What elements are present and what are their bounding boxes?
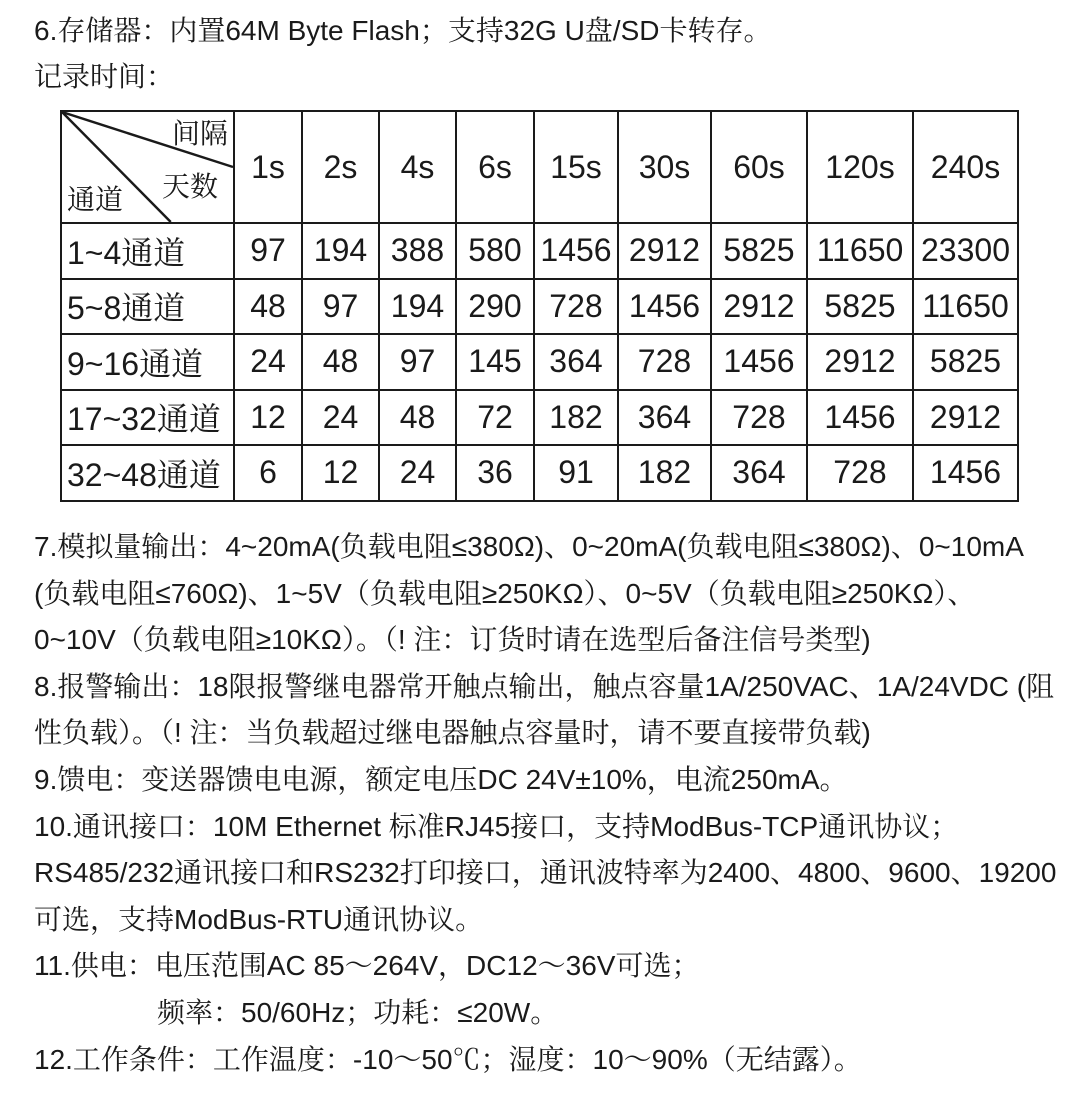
table-row bbox=[61, 223, 1018, 279]
spec-line-11: 频率：50/60Hz；功耗：≤20W。 bbox=[157, 996, 559, 1028]
days-value-cell: 12 bbox=[234, 390, 302, 446]
days-value-cell: 388 bbox=[379, 223, 456, 279]
days-value-cell: 364 bbox=[711, 445, 807, 501]
days-value-cell: 2912 bbox=[913, 390, 1018, 446]
interval-column-header-6s: 6s bbox=[456, 111, 534, 223]
record-time-table bbox=[60, 110, 1019, 502]
channel-row-header: 5~8通道 bbox=[61, 279, 234, 335]
interval-column-header-30s: 30s bbox=[618, 111, 711, 223]
days-value-cell: 580 bbox=[456, 223, 534, 279]
interval-column-header-2s: 2s bbox=[302, 111, 379, 223]
spec-line-5: 性负载）。（! 注：当负载超过继电器触点容量时，请不要直接带负载) bbox=[34, 717, 871, 749]
days-value-cell: 145 bbox=[456, 334, 534, 390]
channel-row-header: 17~32通道 bbox=[61, 390, 234, 446]
storage-spec-line: 6.存储器：内置64M Byte Flash；支持32G U盘/SD卡转存。 bbox=[34, 15, 772, 46]
spec-line-6: 9.馈电：变送器馈电电源，额定电压DC 24V±10%，电流250mA。 bbox=[34, 763, 848, 795]
days-value-cell: 24 bbox=[379, 445, 456, 501]
days-value-cell: 182 bbox=[534, 390, 618, 446]
spec-line-8: RS485/232通讯接口和RS232打印接口，通讯波特率为2400、4800、9600、19200 bbox=[34, 857, 1057, 889]
days-value-cell: 5825 bbox=[913, 334, 1018, 390]
days-value-cell: 97 bbox=[379, 334, 456, 390]
record-table-body bbox=[61, 223, 1018, 501]
days-value-cell: 1456 bbox=[807, 390, 913, 446]
days-value-cell: 2912 bbox=[807, 334, 913, 390]
table-row bbox=[61, 445, 1018, 501]
spec-line-4: 8.报警输出：18限报警继电器常开触点输出，触点容量1A/250VAC、1A/24VDC (阻 bbox=[34, 670, 1055, 702]
table-row bbox=[61, 279, 1018, 335]
spec-line-1: 7.模拟量输出：4~20mA(负载电阻≤380Ω)、0~20mA(负载电阻≤380Ω)、0~10mA bbox=[34, 531, 1024, 562]
days-value-cell: 290 bbox=[456, 279, 534, 335]
days-value-cell: 1456 bbox=[534, 223, 618, 279]
days-value-cell: 48 bbox=[379, 390, 456, 446]
table-row bbox=[61, 390, 1018, 446]
days-value-cell: 728 bbox=[711, 390, 807, 446]
interval-column-header-1s: 1s bbox=[234, 111, 302, 223]
corner-label-days: 天数 bbox=[162, 171, 219, 202]
channel-row-header: 1~4通道 bbox=[61, 223, 234, 279]
corner-label-interval: 间隔 bbox=[171, 118, 228, 149]
days-value-cell: 1456 bbox=[711, 334, 807, 390]
days-value-cell: 364 bbox=[534, 334, 618, 390]
days-value-cell: 11650 bbox=[913, 279, 1018, 335]
days-value-cell: 23300 bbox=[913, 223, 1018, 279]
corner-label-channel: 通道 bbox=[67, 184, 124, 215]
corner-header-cell bbox=[61, 111, 234, 223]
spec-line-2: (负载电阻≤760Ω)、1~5V（负载电阻≥250KΩ）、0~5V（负载电阻≥250KΩ）、 bbox=[34, 577, 976, 609]
channel-row-header: 9~16通道 bbox=[61, 334, 234, 390]
days-value-cell: 364 bbox=[618, 390, 711, 446]
record-time-label: 记录时间： bbox=[34, 61, 175, 92]
days-value-cell: 97 bbox=[302, 279, 379, 335]
days-value-cell: 6 bbox=[234, 445, 302, 501]
days-value-cell: 91 bbox=[534, 445, 618, 501]
days-value-cell: 24 bbox=[302, 390, 379, 446]
spec-paragraphs bbox=[34, 524, 1064, 1083]
days-value-cell: 182 bbox=[618, 445, 711, 501]
days-value-cell: 72 bbox=[456, 390, 534, 446]
days-value-cell: 2912 bbox=[618, 223, 711, 279]
interval-column-header-120s: 120s bbox=[807, 111, 913, 223]
days-value-cell: 728 bbox=[534, 279, 618, 335]
days-value-cell: 728 bbox=[618, 334, 711, 390]
spec-line-12: 12.工作条件：工作温度：-10～50℃；湿度：10～90%（无结露）。 bbox=[34, 1043, 862, 1075]
days-value-cell: 728 bbox=[807, 445, 913, 501]
days-value-cell: 194 bbox=[302, 223, 379, 279]
interval-column-header-15s: 15s bbox=[534, 111, 618, 223]
interval-column-header-60s: 60s bbox=[711, 111, 807, 223]
days-value-cell: 194 bbox=[379, 279, 456, 335]
days-value-cell: 48 bbox=[302, 334, 379, 390]
days-value-cell: 1456 bbox=[618, 279, 711, 335]
days-value-cell: 2912 bbox=[711, 279, 807, 335]
days-value-cell: 5825 bbox=[711, 223, 807, 279]
days-value-cell: 24 bbox=[234, 334, 302, 390]
interval-column-header-4s: 4s bbox=[379, 111, 456, 223]
days-value-cell: 1456 bbox=[913, 445, 1018, 501]
spec-line-9: 可选，支持ModBus-RTU通讯协议。 bbox=[34, 903, 484, 935]
days-value-cell: 5825 bbox=[807, 279, 913, 335]
days-value-cell: 36 bbox=[456, 445, 534, 501]
days-value-cell: 11650 bbox=[807, 223, 913, 279]
days-value-cell: 48 bbox=[234, 279, 302, 335]
table-header-row bbox=[61, 111, 1018, 223]
spec-line-10: 11.供电：电压范围AC 85～264V，DC12～36V可选； bbox=[34, 950, 700, 982]
channel-row-header: 32~48通道 bbox=[61, 445, 234, 501]
spec-line-3: 0~10V（负载电阻≥10KΩ）。（! 注：订货时请在选型后备注信号类型) bbox=[34, 624, 871, 656]
table-row bbox=[61, 334, 1018, 390]
spec-line-7: 10.通讯接口：10M Ethernet 标准RJ45接口，支持ModBus-TCP通讯协议； bbox=[34, 810, 959, 842]
days-value-cell: 97 bbox=[234, 223, 302, 279]
interval-column-header-240s: 240s bbox=[913, 111, 1018, 223]
days-value-cell: 12 bbox=[302, 445, 379, 501]
